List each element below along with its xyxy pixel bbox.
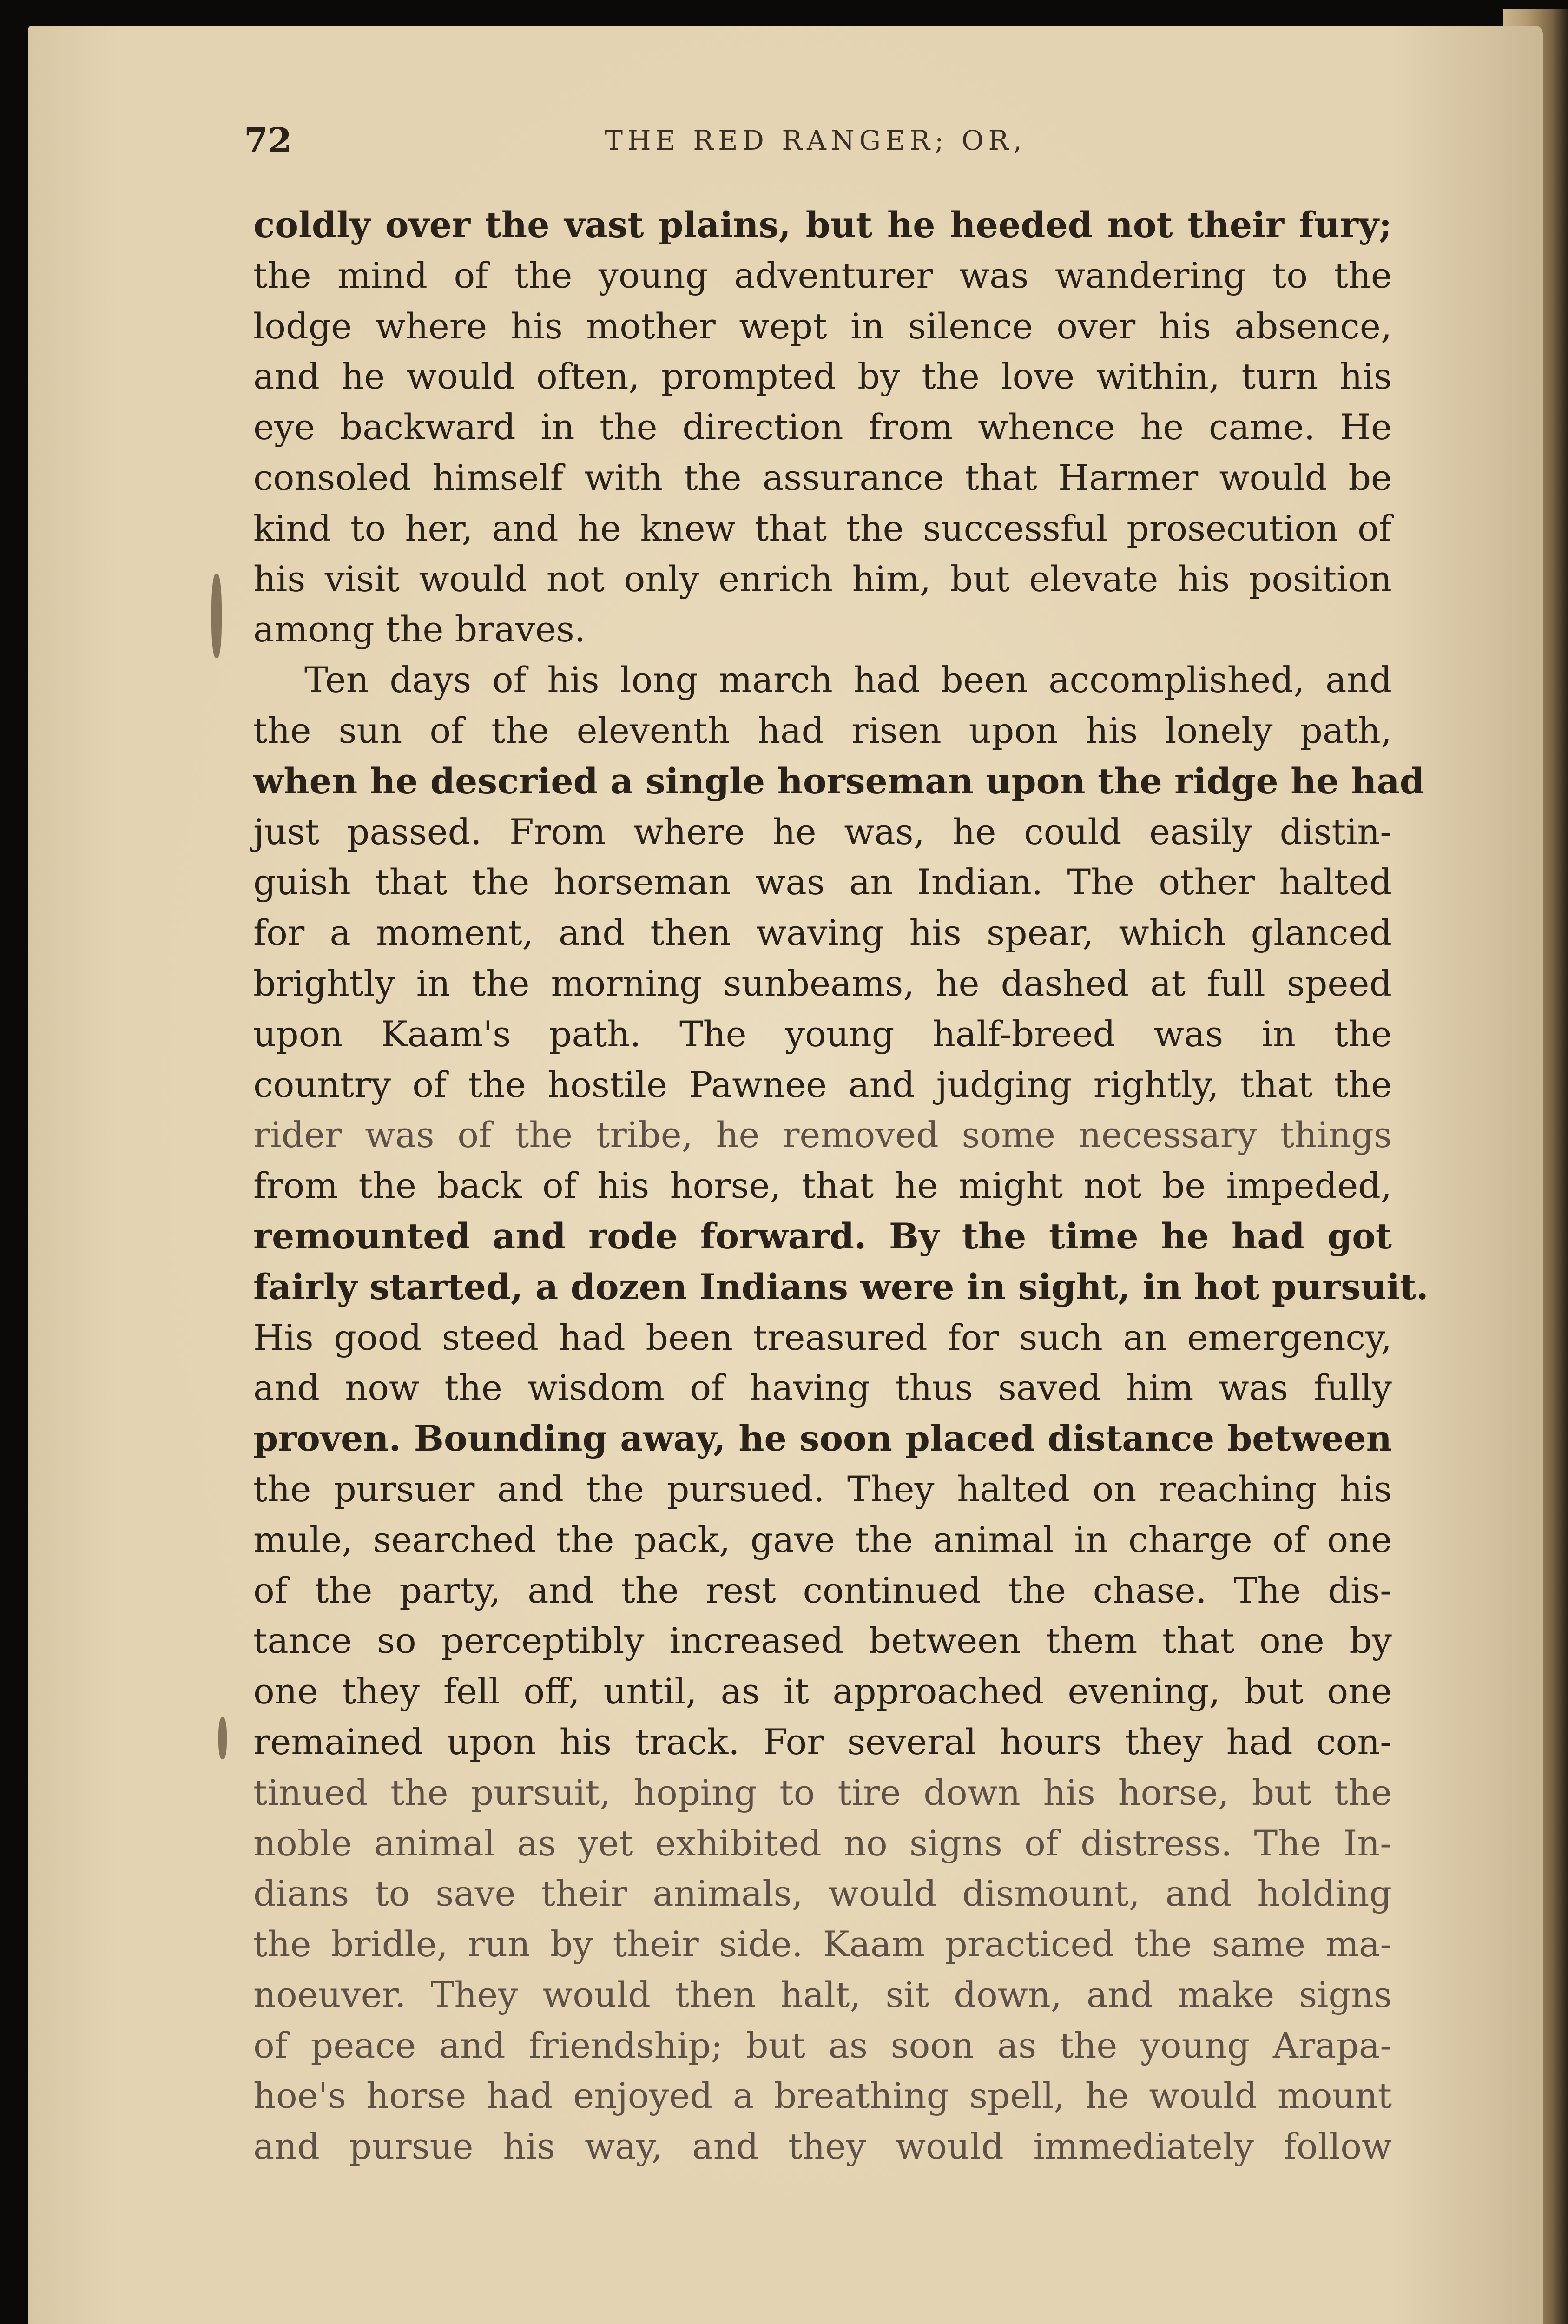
- text-line: consoled himself with the assurance that Harmer would be: [253, 456, 1392, 498]
- text-line: Ten days of his long march had been accomplished, and: [304, 659, 1392, 701]
- text-line: just passed. From where he was, he could easily distin-: [253, 811, 1392, 852]
- text-line: noble animal as yet exhibited no signs of distress. The In-: [253, 1822, 1392, 1864]
- text-line: proven. Bounding away, he soon placed distance between: [253, 1418, 1392, 1459]
- text-line: lodge where his mother wept in silence over his absence,: [253, 305, 1392, 347]
- text-line: tance so perceptibly increased between them that one by: [253, 1620, 1392, 1662]
- text-line: when he descried a single horseman upon the ridge he had: [253, 760, 1424, 802]
- text-line: the bridle, run by their side. Kaam practiced the same ma-: [253, 1923, 1392, 1965]
- text-line: brightly in the morning sunbeams, he dashed at full speed: [253, 962, 1392, 1004]
- text-line: his visit would not only enrich him, but elevate his position: [253, 558, 1392, 600]
- text-line: and he would often, prompted by the love within, turn his: [253, 356, 1392, 397]
- text-line: from the back of his horse, that he might not be impeded,: [253, 1165, 1392, 1207]
- text-line: of the party, and the rest continued the chase. The dis-: [253, 1569, 1392, 1611]
- text-line: mule, searched the pack, gave the animal in charge of one: [253, 1519, 1392, 1560]
- text-line: country of the hostile Pawnee and judging rightly, that the: [253, 1063, 1392, 1105]
- text-line: and now the wisdom of having thus saved him was fully: [253, 1367, 1392, 1409]
- text-line: the sun of the eleventh had risen upon his lonely path,: [253, 709, 1392, 751]
- text-line: for a moment, and then waving his spear, which glanced: [253, 912, 1392, 954]
- text-line: coldly over the vast plains, but he heeded not their fury;: [253, 204, 1392, 245]
- text-line: rider was of the tribe, he removed some necessary things: [253, 1114, 1392, 1156]
- text-line: and pursue his way, and they would immediately follow: [253, 2126, 1392, 2167]
- text-line: one they fell off, until, as it approached evening, but one: [253, 1670, 1392, 1712]
- text-line: hoe's horse had enjoyed a breathing spell, he would mount: [253, 2075, 1392, 2117]
- text-line: the pursuer and the pursued. They halted on reaching his: [253, 1468, 1392, 1510]
- text-line: remounted and rode forward. By the time he had got: [253, 1215, 1392, 1257]
- body-text: [253, 200, 1429, 2172]
- ink-mark: [218, 1717, 227, 1759]
- text-line: fairly started, a dozen Indians were in sight, in hot pursuit.: [253, 1266, 1429, 1307]
- text-line: noeuver. They would then halt, sit down, and make signs: [253, 1974, 1392, 2015]
- ink-mark: [211, 574, 222, 658]
- text-line: His good steed had been treasured for such an emergency,: [253, 1316, 1392, 1358]
- text-line: kind to her, and he knew that the successful prosecution of: [253, 507, 1392, 549]
- text-line: upon Kaam's path. The young half-breed was in the: [253, 1013, 1392, 1055]
- text-line: dians to save their animals, would dismount, and holding: [253, 1873, 1392, 1915]
- page-number: 72: [244, 121, 292, 161]
- text-line: the mind of the young adventurer was wandering to the: [253, 254, 1392, 296]
- text-line: among the braves.: [253, 608, 586, 650]
- text-line: remained upon his track. For several hours they had con-: [253, 1721, 1392, 1763]
- page-header: [244, 121, 1387, 172]
- text-line: guish that the horseman was an Indian. The other halted: [253, 861, 1392, 903]
- text-line: tinued the pursuit, hoping to tire down his horse, but the: [253, 1771, 1392, 1813]
- text-line: eye backward in the direction from whence he came. He: [253, 406, 1392, 448]
- text-line: of peace and friendship; but as soon as the young Arapa-: [253, 2024, 1392, 2066]
- running-head: THE RED RANGER; OR,: [605, 125, 1027, 156]
